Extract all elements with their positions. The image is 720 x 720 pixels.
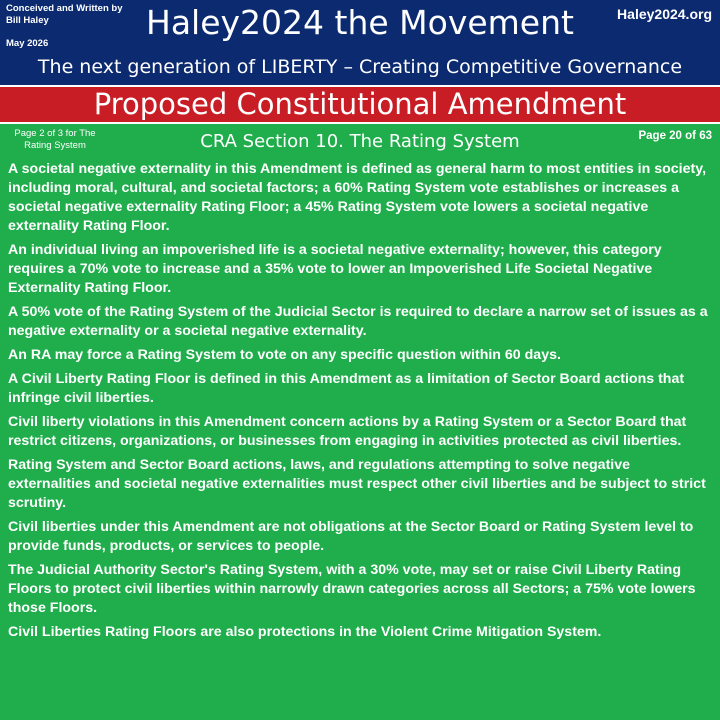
- paragraph: Civil liberties under this Amendment are not obligations at the Sector Board or Rating System level to provide funds, products, or services to people.: [8, 519, 694, 554]
- paragraph: Civil Liberties Rating Floors are also protections in the Violent Crime Mitigation System.: [8, 624, 602, 640]
- amendment-banner: [0, 85, 720, 124]
- amendment-text: [8, 160, 714, 647]
- section-title: CRA Section 10. The Rating System: [200, 131, 520, 152]
- section-page-indicator: Page 2 of 3 for The Rating System: [14, 128, 96, 151]
- movement-title: Haley2024 the Movement: [146, 3, 574, 42]
- banner-title: Proposed Constitutional Amendment: [93, 87, 627, 121]
- paragraph: Rating System and Sector Board actions, laws, and regulations attempting to solve negative externalities and societal negative externalities must respect other civil liberties and be subject to strict scrutiny.: [8, 457, 706, 511]
- paragraph: Civil liberty violations in this Amendment concern actions by a Rating System or a Sector Board that restrict citizens, organizations, or businesses from engaging in activities protected as civil liberties.: [8, 414, 687, 449]
- publication-date: May 2026: [6, 38, 49, 49]
- paragraph: A Civil Liberty Rating Floor is defined in this Amendment as a limitation of Sector Board actions that infringe civil liberties.: [8, 371, 685, 406]
- author-credit: Conceived and Written by Bill Haley: [6, 3, 123, 26]
- tagline: The next generation of LIBERTY – Creating Competitive Governance: [37, 56, 683, 78]
- paragraph: An individual living an impoverished life is a societal negative externality; however, this category requires a 70% vote to increase and a 35% vote to lower an Impoverished Life Societal Negative Externality Rating Floor.: [8, 242, 662, 296]
- header-bar: [0, 0, 720, 85]
- paragraph: An RA may force a Rating System to vote on any specific question within 60 days.: [8, 347, 561, 363]
- section-header: [0, 126, 720, 160]
- paragraph: The Judicial Authority Sector's Rating System, with a 30% vote, may set or raise Civil Liberty Rating Floors to protect civil liberties within narrowly drawn categories across all Sectors; a 75% vote lowers those Floors.: [8, 562, 696, 616]
- paragraph: A 50% vote of the Rating System of the Judicial Sector is required to declare a narrow set of issues as a negative externality or a societal negative externality.: [8, 304, 708, 339]
- website-link[interactable]: Haley2024.org: [617, 6, 712, 22]
- paragraph: A societal negative externality in this Amendment is defined as general harm to most entities in society, including moral, cultural, and societal factors; a 60% Rating System vote establishes or increases a societal negative externality Rating Floor; a 45% Rating System vote lowers a societal negative externality Rating Floor.: [8, 161, 707, 234]
- page-number: Page 20 of 63: [638, 130, 712, 142]
